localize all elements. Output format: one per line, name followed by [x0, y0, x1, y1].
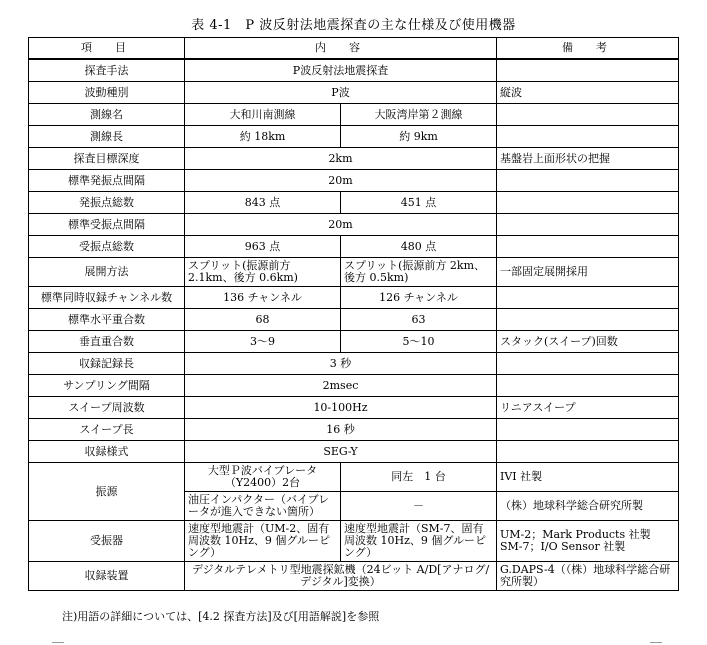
row-remarks: [497, 375, 679, 397]
row-remarks: [497, 170, 679, 192]
table-row: [29, 104, 679, 126]
row-remarks: [497, 353, 679, 375]
row-remarks: [497, 441, 679, 463]
row-content-a: 大和川南測線: [185, 104, 341, 126]
row-item: 収録記録長: [29, 353, 185, 375]
table-row: [29, 331, 679, 353]
row-content-a: 速度型地震計（UM-2、固有周波数 10Hz、9 個グルーピング）: [185, 521, 341, 562]
row-content: P波: [185, 82, 497, 104]
table-row: [29, 375, 679, 397]
table-row: [29, 59, 679, 82]
row-content-b: 451 点: [341, 192, 497, 214]
row-content-a: 843 点: [185, 192, 341, 214]
row-content-a: 大型Ｐ波バイブレータ（Y2400）2台: [185, 463, 341, 492]
row-item: 標準発振点間隔: [29, 170, 185, 192]
row-content-b: 大阪湾岸第２測線: [341, 104, 497, 126]
table-row: [29, 353, 679, 375]
row-content-a: 136 チャンネル: [185, 287, 341, 309]
row-remarks: [497, 236, 679, 258]
row-content-b: 約 9km: [341, 126, 497, 148]
row-remarks: UM-2；Mark Products 社製 SM-7；I/O Sensor 社製: [497, 521, 679, 562]
table-title: 表 4-1 P 波反射法地震探査の主な仕様及び使用機器: [191, 18, 516, 33]
table-row: [29, 148, 679, 170]
row-content: SEG-Y: [185, 441, 497, 463]
row-remarks: スタック(スイープ)回数: [497, 331, 679, 353]
row-item: 標準同時収録チャンネル数: [29, 287, 185, 309]
row-content-b: 同左 1 台: [341, 463, 497, 492]
table-row: [29, 463, 679, 492]
page-corner-mark-right: [650, 642, 662, 643]
table-row: [29, 562, 679, 591]
row-item: 探査目標深度: [29, 148, 185, 170]
table-row: [29, 287, 679, 309]
row-content: 2msec: [185, 375, 497, 397]
row-remarks: [497, 192, 679, 214]
table-row: [29, 236, 679, 258]
row-remarks: [497, 309, 679, 331]
row-content-a: 油圧インパクター（バイブレータが進入できない箇所）: [185, 492, 341, 521]
row-item: 受振点総数: [29, 236, 185, 258]
table-row: [29, 170, 679, 192]
footnote: 注)用語の詳細については、[4.2 探査方法]及び[用語解説]を参照: [62, 610, 380, 623]
row-item: 受振器: [29, 521, 185, 562]
table-row: [29, 419, 679, 441]
row-content: 16 秒: [185, 419, 497, 441]
row-remarks: （株）地球科学総合研究所製: [497, 492, 679, 521]
table-row: [29, 126, 679, 148]
row-content-a: 963 点: [185, 236, 341, 258]
row-content-b: 126 チャンネル: [341, 287, 497, 309]
row-content-b: 速度型地震計（SM-7、固有周波数 10Hz、9 個グルーピング）: [341, 521, 497, 562]
row-content-a: 68: [185, 309, 341, 331]
row-item: 測線名: [29, 104, 185, 126]
row-content: 10-100Hz: [185, 397, 497, 419]
table-row: [29, 521, 679, 562]
table-row: [29, 397, 679, 419]
table-row: [29, 258, 679, 287]
row-content-a: スプリット(振源前方 2.1km、後方 0.6km): [185, 258, 341, 287]
row-content: 20m: [185, 214, 497, 236]
row-content-b: 5～10: [341, 331, 497, 353]
table-row: [29, 82, 679, 104]
row-remarks: 縦波: [497, 82, 679, 104]
row-item: 測線長: [29, 126, 185, 148]
table-row: [29, 192, 679, 214]
table-header-row: [29, 38, 679, 60]
row-content-b: 480 点: [341, 236, 497, 258]
row-content-b: スプリット(振源前方 2km、後方 0.5km): [341, 258, 497, 287]
row-item: 標準受振点間隔: [29, 214, 185, 236]
row-content: デジタルテレメトリ型地震探鉱機（24ビット A/D[アナログ/デジタル]変換）: [185, 562, 497, 591]
row-content-a: 3～9: [185, 331, 341, 353]
row-content: 20m: [185, 170, 497, 192]
row-item: 標準水平重合数: [29, 309, 185, 331]
row-content: 3 秒: [185, 353, 497, 375]
table-row: [29, 441, 679, 463]
row-item: サンプリング間隔: [29, 375, 185, 397]
row-remarks: G.DAPS-4（（株）地球科学総合研究所製）: [497, 562, 679, 591]
header-remarks: 備 考: [497, 38, 679, 60]
row-remarks: [497, 419, 679, 441]
row-remarks: [497, 214, 679, 236]
row-item: 振源: [29, 463, 185, 521]
row-item: 探査手法: [29, 59, 185, 82]
row-item: 展開方法: [29, 258, 185, 287]
row-remarks: IVI 社製: [497, 463, 679, 492]
page-corner-mark-left: [52, 642, 64, 643]
row-content: P波反射法地震探査: [185, 59, 497, 82]
spec-table: [28, 37, 679, 591]
row-item: 発振点総数: [29, 192, 185, 214]
header-content: 内 容: [185, 38, 497, 60]
row-item: 収録装置: [29, 562, 185, 591]
header-item: 項 目: [29, 38, 185, 60]
row-remarks: [497, 126, 679, 148]
table-row: [29, 214, 679, 236]
row-content-b: －: [341, 492, 497, 521]
row-item: 波動種別: [29, 82, 185, 104]
row-remarks: 基盤岩上面形状の把握: [497, 148, 679, 170]
row-remarks: 一部固定展開採用: [497, 258, 679, 287]
table-row: [29, 309, 679, 331]
row-content-a: 約 18km: [185, 126, 341, 148]
row-item: スイープ周波数: [29, 397, 185, 419]
row-remarks: [497, 287, 679, 309]
row-item: 垂直重合数: [29, 331, 185, 353]
row-remarks: [497, 104, 679, 126]
row-content-b: 63: [341, 309, 497, 331]
row-remarks: [497, 59, 679, 82]
row-item: 収録様式: [29, 441, 185, 463]
row-remarks: リニアスイープ: [497, 397, 679, 419]
row-content: 2km: [185, 148, 497, 170]
row-item: スイープ長: [29, 419, 185, 441]
